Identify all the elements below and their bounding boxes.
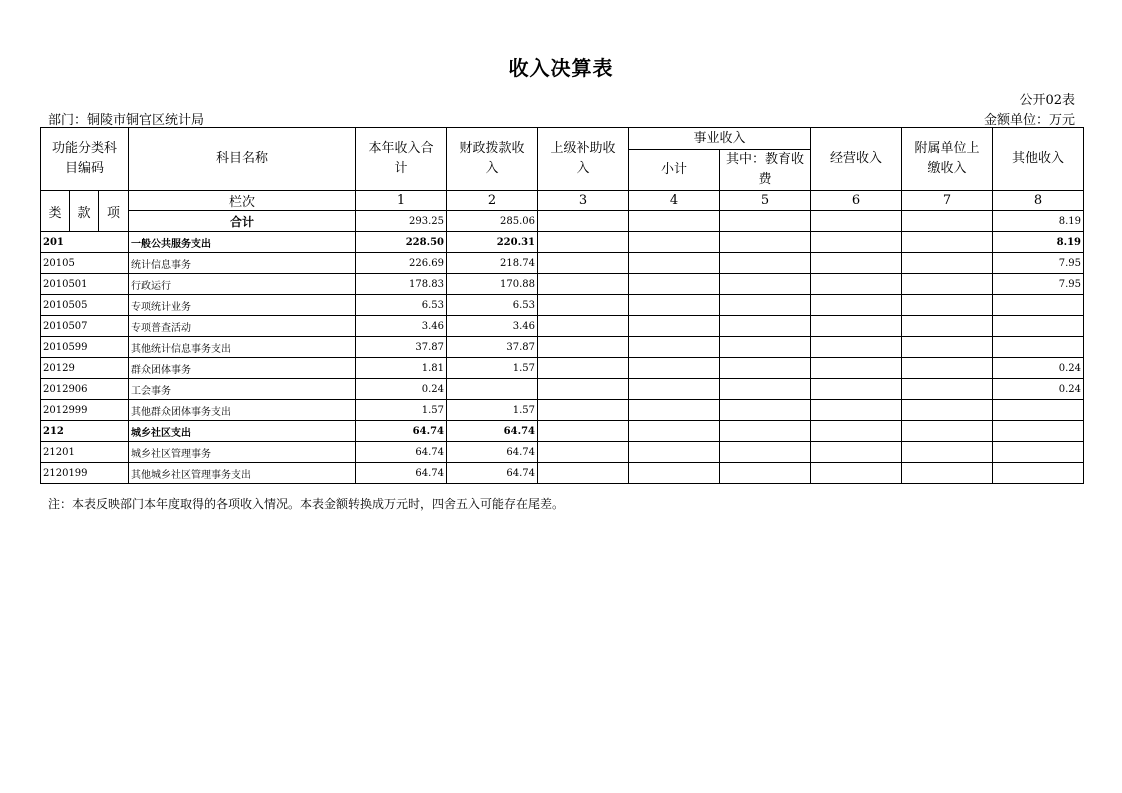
row-fiscal: 220.31 — [447, 232, 538, 253]
row-edu-fee — [720, 316, 811, 337]
row-affiliate — [902, 253, 993, 274]
row-superior — [538, 379, 629, 400]
row-other: 7.95 — [993, 253, 1084, 274]
row-code: 20129 — [41, 358, 129, 379]
table-row — [41, 358, 1084, 379]
row-total-income: 0.24 — [356, 379, 447, 400]
row-code: 2010507 — [41, 316, 129, 337]
table-row — [41, 253, 1084, 274]
row-other — [993, 442, 1084, 463]
row-code: 20105 — [41, 253, 129, 274]
row-operating — [811, 316, 902, 337]
row-other — [993, 400, 1084, 421]
row-operating — [811, 358, 902, 379]
row-operating — [811, 442, 902, 463]
row-edu-fee — [720, 253, 811, 274]
table-row — [41, 463, 1084, 484]
row-business-subtotal — [629, 463, 720, 484]
row-operating — [811, 400, 902, 421]
table-row — [41, 400, 1084, 421]
row-code: 2010505 — [41, 295, 129, 316]
row-other — [993, 316, 1084, 337]
amount-unit-label: 金额单位：万元 — [983, 113, 1075, 128]
row-affiliate — [902, 358, 993, 379]
row-superior — [538, 274, 629, 295]
footnote: 注：本表反映部门本年度取得的各项收入情况。本表金额转换成万元时，四舍五入可能存在尾差。 — [48, 497, 565, 511]
header-subtotal: 小计 — [629, 150, 720, 191]
col-number: 3 — [538, 191, 629, 211]
row-business-subtotal — [629, 274, 720, 295]
col-number: 6 — [811, 191, 902, 211]
row-edu-fee — [720, 274, 811, 295]
row-superior — [538, 253, 629, 274]
form-number: 公开02表 — [1019, 93, 1075, 108]
table-row — [41, 442, 1084, 463]
row-subject-name: 专项统计业务 — [129, 295, 356, 316]
header-edu-fee: 其中：教育收费 — [720, 150, 811, 191]
row-fiscal: 3.46 — [447, 316, 538, 337]
row-business-subtotal — [629, 358, 720, 379]
row-fiscal: 1.57 — [447, 358, 538, 379]
row-subject-name: 城乡社区管理事务 — [129, 442, 356, 463]
row-total-income: 1.81 — [356, 358, 447, 379]
row-code: 2012999 — [41, 400, 129, 421]
row-other — [993, 337, 1084, 358]
row-total-income: 37.87 — [356, 337, 447, 358]
row-edu-fee — [720, 358, 811, 379]
col-number: 4 — [629, 191, 720, 211]
row-subject-name: 群众团体事务 — [129, 358, 356, 379]
row-business-subtotal — [629, 421, 720, 442]
row-subject-name: 统计信息事务 — [129, 253, 356, 274]
row-total-income: 64.74 — [356, 421, 447, 442]
row-affiliate — [902, 295, 993, 316]
row-business-subtotal — [629, 400, 720, 421]
header-kuan: 款 — [70, 191, 99, 232]
row-affiliate — [902, 379, 993, 400]
row-superior — [538, 232, 629, 253]
row-edu-fee — [720, 400, 811, 421]
department-label: 部门：铜陵市铜官区统计局 — [48, 113, 205, 128]
row-other — [993, 421, 1084, 442]
row-other: 0.24 — [993, 379, 1084, 400]
row-business-subtotal — [629, 316, 720, 337]
row-affiliate — [902, 442, 993, 463]
row-total-income: 178.83 — [356, 274, 447, 295]
row-code: 212 — [41, 421, 129, 442]
row-other — [993, 463, 1084, 484]
row-code: 201 — [41, 232, 129, 253]
row-operating — [811, 274, 902, 295]
header-business: 事业收入 — [629, 128, 811, 150]
row-business-subtotal — [629, 295, 720, 316]
row-total-income: 228.50 — [356, 232, 447, 253]
row-total-income: 3.46 — [356, 316, 447, 337]
row-operating — [811, 295, 902, 316]
row-business-subtotal — [629, 379, 720, 400]
row-fiscal — [447, 379, 538, 400]
row-code: 2012906 — [41, 379, 129, 400]
row-superior — [538, 400, 629, 421]
row-affiliate — [902, 400, 993, 421]
header-func-code: 功能分类科目编码 — [41, 128, 129, 191]
row-fiscal: 1.57 — [447, 400, 538, 421]
row-superior — [538, 442, 629, 463]
row-subject-name: 行政运行 — [129, 274, 356, 295]
row-subject-name: 城乡社区支出 — [129, 421, 356, 442]
row-business-subtotal — [629, 337, 720, 358]
table-row — [41, 337, 1084, 358]
total-other-value: 8.19 — [993, 211, 1084, 232]
table-row — [41, 232, 1084, 253]
header-subject-name: 科目名称 — [129, 128, 356, 191]
row-subject-name: 其他统计信息事务支出 — [129, 337, 356, 358]
col-number: 1 — [356, 191, 447, 211]
row-operating — [811, 253, 902, 274]
row-operating — [811, 232, 902, 253]
row-other — [993, 295, 1084, 316]
row-affiliate — [902, 463, 993, 484]
row-edu-fee — [720, 379, 811, 400]
page-title: 收入决算表 — [508, 56, 614, 80]
total-row — [41, 211, 1084, 232]
row-code: 2010501 — [41, 274, 129, 295]
table-row — [41, 379, 1084, 400]
row-subject-name: 工会事务 — [129, 379, 356, 400]
row-edu-fee — [720, 421, 811, 442]
row-code: 2010599 — [41, 337, 129, 358]
col-number: 7 — [902, 191, 993, 211]
row-affiliate — [902, 232, 993, 253]
row-business-subtotal — [629, 232, 720, 253]
row-fiscal: 64.74 — [447, 421, 538, 442]
row-other: 7.95 — [993, 274, 1084, 295]
row-subject-name: 专项普查活动 — [129, 316, 356, 337]
table-body — [41, 232, 1084, 484]
row-code: 21201 — [41, 442, 129, 463]
row-edu-fee — [720, 463, 811, 484]
header-superior: 上级补助收入 — [538, 128, 629, 191]
header-other: 其他收入 — [993, 128, 1084, 191]
row-operating — [811, 463, 902, 484]
header-total-income: 本年收入合计 — [356, 128, 447, 191]
total-income-value: 293.25 — [356, 211, 447, 232]
col-number: 2 — [447, 191, 538, 211]
row-edu-fee — [720, 295, 811, 316]
row-superior — [538, 463, 629, 484]
row-edu-fee — [720, 337, 811, 358]
row-total-income: 6.53 — [356, 295, 447, 316]
table-row — [41, 316, 1084, 337]
row-superior — [538, 337, 629, 358]
row-fiscal: 6.53 — [447, 295, 538, 316]
header-fiscal: 财政拨款收入 — [447, 128, 538, 191]
table-row — [41, 295, 1084, 316]
col-number: 8 — [993, 191, 1084, 211]
row-operating — [811, 337, 902, 358]
header-lanci: 栏次 — [129, 191, 356, 211]
row-affiliate — [902, 421, 993, 442]
row-operating — [811, 379, 902, 400]
row-superior — [538, 358, 629, 379]
row-other: 8.19 — [993, 232, 1084, 253]
row-other: 0.24 — [993, 358, 1084, 379]
row-business-subtotal — [629, 253, 720, 274]
row-superior — [538, 295, 629, 316]
row-total-income: 64.74 — [356, 442, 447, 463]
row-subject-name: 其他群众团体事务支出 — [129, 400, 356, 421]
row-total-income: 1.57 — [356, 400, 447, 421]
row-affiliate — [902, 316, 993, 337]
row-total-income: 226.69 — [356, 253, 447, 274]
row-subject-name: 其他城乡社区管理事务支出 — [129, 463, 356, 484]
row-edu-fee — [720, 442, 811, 463]
row-fiscal: 64.74 — [447, 442, 538, 463]
row-fiscal: 170.88 — [447, 274, 538, 295]
row-fiscal: 64.74 — [447, 463, 538, 484]
row-business-subtotal — [629, 442, 720, 463]
total-label: 合计 — [129, 211, 356, 232]
row-affiliate — [902, 274, 993, 295]
header-affiliate: 附属单位上缴收入 — [902, 128, 993, 191]
row-edu-fee — [720, 232, 811, 253]
total-fiscal-value: 285.06 — [447, 211, 538, 232]
row-operating — [811, 421, 902, 442]
row-superior — [538, 316, 629, 337]
header-operating: 经营收入 — [811, 128, 902, 191]
row-fiscal: 218.74 — [447, 253, 538, 274]
row-affiliate — [902, 337, 993, 358]
table-row — [41, 274, 1084, 295]
row-fiscal: 37.87 — [447, 337, 538, 358]
row-code: 2120199 — [41, 463, 129, 484]
col-number: 5 — [720, 191, 811, 211]
row-total-income: 64.74 — [356, 463, 447, 484]
row-superior — [538, 421, 629, 442]
row-subject-name: 一般公共服务支出 — [129, 232, 356, 253]
table-row — [41, 421, 1084, 442]
header-lei: 类 — [41, 191, 70, 232]
header-xiang: 项 — [99, 191, 129, 232]
income-table — [40, 127, 1084, 484]
